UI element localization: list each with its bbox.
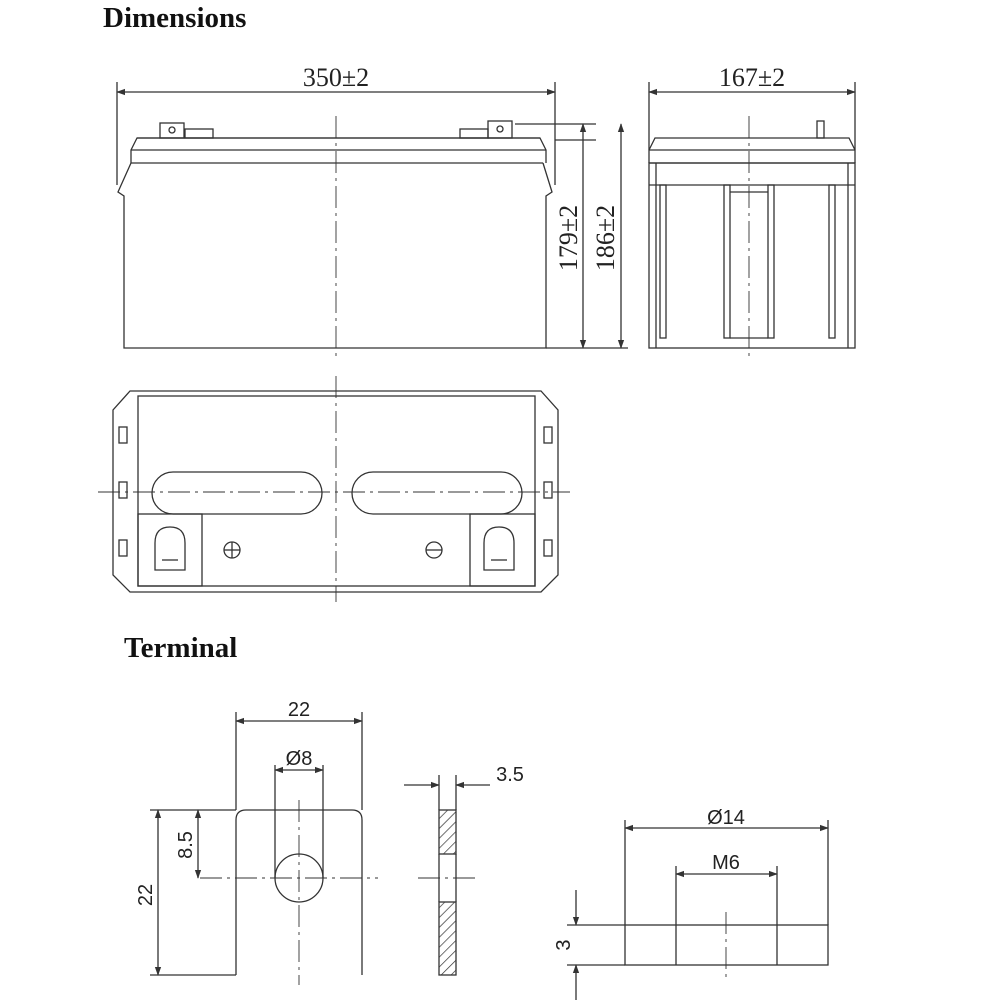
terminal-width-label: 22 [287,699,311,721]
side-view [649,82,855,358]
hole-diameter-label: Ø8 [285,748,313,770]
front-view [117,82,628,358]
bolt-view [567,820,828,1000]
width-label: 167±2 [718,63,786,92]
total-height-label: 186±2 [591,204,620,272]
hole-center-label: 8.5 [175,831,197,859]
top-view [98,376,570,602]
length-label: 350±2 [302,63,370,92]
bolt-head-height-label: 3 [553,939,575,951]
bolt-head-diameter-label: Ø14 [707,807,745,829]
dimensions-heading: Dimensions [103,2,247,34]
container-height-label: 179±2 [554,204,583,272]
terminal-height-label: 22 [135,883,157,907]
thread-label: M6 [712,852,740,874]
thickness-label: 3.5 [496,764,524,786]
terminal-side-view [404,775,490,975]
terminal-heading: Terminal [124,632,238,664]
